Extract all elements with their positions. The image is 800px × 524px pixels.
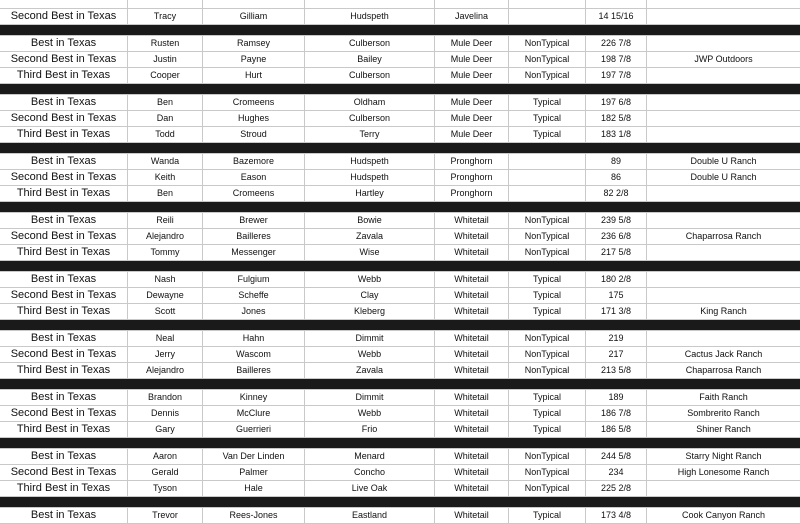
cell-award: Third Best in Texas: [0, 186, 128, 201]
cell-species: Pronghorn: [435, 186, 509, 201]
cell-score: 244 5/8: [586, 449, 647, 464]
cell-category: NonTypical: [509, 449, 586, 464]
group-separator: [0, 143, 800, 154]
cell-species: Whitetail: [435, 363, 509, 378]
cell-county: Culberson: [305, 68, 435, 83]
cell-first-name: Ben: [128, 186, 203, 201]
cell-species: Mule Deer: [435, 95, 509, 110]
table-row: [0, 272, 800, 288]
cell-ranch: [647, 331, 800, 346]
table-row: [0, 481, 800, 497]
cell-award: Second Best in Texas: [0, 52, 128, 67]
cell-species: Whitetail: [435, 465, 509, 480]
cell-category: NonTypical: [509, 465, 586, 480]
cell-award: Best in Texas: [0, 390, 128, 405]
cell-award: Second Best in Texas: [0, 111, 128, 126]
cell-category: Typical: [509, 288, 586, 303]
cell-county: Concho: [305, 465, 435, 480]
cell-category: NonTypical: [509, 213, 586, 228]
cell-score: 82 2/8: [586, 186, 647, 201]
group-separator: [0, 438, 800, 449]
cell-county: Terry: [305, 127, 435, 142]
group-separator: [0, 261, 800, 272]
cell-last-name: Brewer: [203, 213, 305, 228]
cell-score: 217 5/8: [586, 245, 647, 260]
cell-species: Javelina: [435, 9, 509, 24]
cell-ranch: [647, 127, 800, 142]
table-row: [0, 186, 800, 202]
cell-ranch: Faith Ranch: [699, 392, 748, 402]
cell-award: Best in Texas: [0, 449, 128, 464]
cell-award: Second Best in Texas: [0, 406, 128, 421]
cell-score: 89: [586, 154, 647, 169]
cell-county: Eastland: [305, 508, 435, 523]
cell-first-name: Nash: [128, 272, 203, 287]
cell-award: Best in Texas: [0, 272, 128, 287]
cell-first-name: Dennis: [128, 406, 203, 421]
cell-species: Whitetail: [435, 390, 509, 405]
cell-category: Typical: [509, 406, 586, 421]
table-row: [0, 422, 800, 438]
cell-category: Typical: [509, 304, 586, 319]
cell-first-name: Cooper: [128, 68, 203, 83]
cell-award: Best in Texas: [0, 95, 128, 110]
cell-county: Webb: [305, 347, 435, 362]
cell-ranch: [647, 36, 800, 51]
cell-score: 213 5/8: [586, 363, 647, 378]
cell-first-name: Brandon: [128, 390, 203, 405]
cell-award: Best in Texas: [0, 36, 128, 51]
cell-category: [509, 154, 586, 169]
cell-award: Third Best in Texas: [0, 304, 128, 319]
cell-last-name: Cromeens: [203, 95, 305, 110]
table-row: [0, 52, 800, 68]
cell-ranch: [647, 9, 800, 24]
cell-first-name: Reili: [128, 213, 203, 228]
cell-county: Hudspeth: [305, 170, 435, 185]
cell-award: Third Best in Texas: [0, 245, 128, 260]
cell-category: Typical: [509, 508, 586, 523]
cell-score: 183 1/8: [586, 127, 647, 142]
table-row: [0, 229, 800, 245]
cell-county: Wise: [305, 245, 435, 260]
cell-first-name: Gary: [128, 422, 203, 437]
cell-last-name: Palmer: [203, 465, 305, 480]
group-separator: [0, 379, 800, 390]
cell-ranch: JWP Outdoors: [694, 54, 753, 64]
cell-county: Kleberg: [305, 304, 435, 319]
cell-last-name: Van Der Linden: [203, 449, 305, 464]
cell-last-name: Bazemore: [203, 154, 305, 169]
cell-ranch: Chaparrosa Ranch: [685, 365, 762, 375]
cell-award: Second Best in Texas: [0, 347, 128, 362]
cell-county: Bowie: [305, 213, 435, 228]
cell-last-name: Messenger: [203, 245, 305, 260]
table-row: [0, 288, 800, 304]
cell-county: Zavala: [305, 229, 435, 244]
cell-category: NonTypical: [509, 68, 586, 83]
cell-first-name: Tommy: [128, 245, 203, 260]
table-row: [0, 127, 800, 143]
cell-award: Second Best in Texas: [0, 288, 128, 303]
cell-county: Clay: [305, 288, 435, 303]
cell-first-name: Scott: [128, 304, 203, 319]
cell-species: Mule Deer: [435, 36, 509, 51]
cell-category: Typical: [509, 95, 586, 110]
cell-score: 197 6/8: [586, 95, 647, 110]
cell-species: Pronghorn: [435, 154, 509, 169]
cell-last-name: McClure: [203, 406, 305, 421]
cell-species: Whitetail: [435, 508, 509, 523]
cell-ranch: [647, 213, 800, 228]
cell-species: Whitetail: [435, 331, 509, 346]
cell-last-name: Ramsey: [203, 36, 305, 51]
cell-species: Whitetail: [435, 347, 509, 362]
cell-award: Best in Texas: [0, 154, 128, 169]
cell-category: [509, 0, 586, 8]
cell-category: NonTypical: [509, 245, 586, 260]
cell-county: [305, 0, 435, 8]
cell-county: Webb: [305, 406, 435, 421]
table-row: [0, 390, 800, 406]
cell-last-name: Payne: [203, 52, 305, 67]
cell-score: 186 7/8: [586, 406, 647, 421]
cell-ranch: [647, 245, 800, 260]
cell-county: Culberson: [305, 111, 435, 126]
cell-county: Zavala: [305, 363, 435, 378]
cell-last-name: Hahn: [203, 331, 305, 346]
cell-last-name: Eason: [203, 170, 305, 185]
cell-ranch: High Lonesome Ranch: [677, 467, 770, 477]
cell-award: Third Best in Texas: [0, 127, 128, 142]
cell-score: 226 7/8: [586, 36, 647, 51]
cell-last-name: Gilliam: [203, 9, 305, 24]
cell-species: Mule Deer: [435, 68, 509, 83]
table-row: [0, 347, 800, 363]
cell-award: Second Best in Texas: [0, 9, 128, 24]
cell-last-name: Fulgium: [203, 272, 305, 287]
cell-species: [435, 0, 509, 8]
cell-score: [586, 0, 647, 8]
cell-species: Whitetail: [435, 288, 509, 303]
cell-score: 225 2/8: [586, 481, 647, 496]
table-row: [0, 406, 800, 422]
cell-award: Best in Texas: [0, 508, 128, 523]
group-separator: [0, 84, 800, 95]
cell-category: NonTypical: [509, 331, 586, 346]
cell-species: Whitetail: [435, 422, 509, 437]
cell-award: Best in Texas: [0, 213, 128, 228]
cell-score: 171 3/8: [586, 304, 647, 319]
cell-species: Whitetail: [435, 449, 509, 464]
cell-category: NonTypical: [509, 347, 586, 362]
cell-first-name: Justin: [128, 52, 203, 67]
cell-last-name: Jones: [203, 304, 305, 319]
cell-last-name: Kinney: [203, 390, 305, 405]
cell-ranch: [647, 186, 800, 201]
cell-county: Dimmit: [305, 331, 435, 346]
cell-first-name: Dan: [128, 111, 203, 126]
cell-species: Whitetail: [435, 406, 509, 421]
cell-ranch: [647, 111, 800, 126]
table-row: [0, 0, 800, 9]
cell-last-name: Wascom: [203, 347, 305, 362]
cell-last-name: Hughes: [203, 111, 305, 126]
cell-score: 86: [586, 170, 647, 185]
cell-species: Whitetail: [435, 481, 509, 496]
cell-last-name: [203, 0, 305, 8]
cell-award: Third Best in Texas: [0, 68, 128, 83]
group-separator: [0, 202, 800, 213]
cell-category: NonTypical: [509, 36, 586, 51]
cell-ranch: King Ranch: [700, 306, 747, 316]
table-row: [0, 36, 800, 52]
cell-first-name: Jerry: [128, 347, 203, 362]
cell-category: Typical: [509, 272, 586, 287]
cell-award: Second Best in Texas: [0, 229, 128, 244]
cell-ranch: Chaparrosa Ranch: [685, 231, 762, 241]
cell-award: Second Best in Texas: [0, 170, 128, 185]
cell-county: Culberson: [305, 36, 435, 51]
table-row: [0, 111, 800, 127]
cell-species: Whitetail: [435, 272, 509, 287]
cell-score: 14 15/16: [586, 9, 647, 24]
cell-score: 198 7/8: [586, 52, 647, 67]
cell-category: NonTypical: [509, 481, 586, 496]
cell-category: NonTypical: [509, 52, 586, 67]
cell-county: Menard: [305, 449, 435, 464]
cell-first-name: Aaron: [128, 449, 203, 464]
table-row: [0, 508, 800, 524]
cell-first-name: Dewayne: [128, 288, 203, 303]
cell-ranch: Double U Ranch: [690, 172, 757, 182]
cell-score: 219: [586, 331, 647, 346]
cell-ranch: [647, 481, 800, 496]
cell-award: Best in Texas: [0, 331, 128, 346]
cell-ranch: Cactus Jack Ranch: [684, 349, 763, 359]
cell-county: Dimmit: [305, 390, 435, 405]
cell-last-name: Stroud: [203, 127, 305, 142]
cell-first-name: Alejandro: [128, 229, 203, 244]
table-row: [0, 170, 800, 186]
cell-award: Third Best in Texas: [0, 363, 128, 378]
cell-category: Typical: [509, 422, 586, 437]
cell-county: Bailey: [305, 52, 435, 67]
table-row: [0, 95, 800, 111]
cell-score: 175: [586, 288, 647, 303]
cell-county: Webb: [305, 272, 435, 287]
cell-last-name: Rees-Jones: [203, 508, 305, 523]
cell-first-name: Ben: [128, 95, 203, 110]
cell-ranch: [647, 0, 800, 8]
cell-last-name: Hale: [203, 481, 305, 496]
cell-species: Pronghorn: [435, 170, 509, 185]
cell-score: 239 5/8: [586, 213, 647, 228]
cell-county: Live Oak: [305, 481, 435, 496]
cell-species: Mule Deer: [435, 52, 509, 67]
cell-score: 217: [586, 347, 647, 362]
cell-ranch: Double U Ranch: [690, 156, 757, 166]
cell-first-name: Gerald: [128, 465, 203, 480]
table-row: [0, 465, 800, 481]
cell-score: 180 2/8: [586, 272, 647, 287]
group-separator: [0, 25, 800, 36]
cell-award: Third Best in Texas: [0, 422, 128, 437]
cell-first-name: Trevor: [128, 508, 203, 523]
cell-first-name: Alejandro: [128, 363, 203, 378]
cell-species: Whitetail: [435, 304, 509, 319]
cell-award: [0, 0, 128, 8]
cell-ranch: [647, 68, 800, 83]
table-row: [0, 331, 800, 347]
cell-first-name: [128, 0, 203, 8]
table-row: [0, 9, 800, 25]
cell-score: 182 5/8: [586, 111, 647, 126]
cell-ranch: Sombrerito Ranch: [687, 408, 760, 418]
table-row: [0, 363, 800, 379]
cell-first-name: Neal: [128, 331, 203, 346]
cell-category: NonTypical: [509, 229, 586, 244]
cell-species: Whitetail: [435, 213, 509, 228]
cell-county: Hudspeth: [305, 154, 435, 169]
cell-first-name: Rusten: [128, 36, 203, 51]
cell-species: Mule Deer: [435, 127, 509, 142]
cell-category: Typical: [509, 127, 586, 142]
table-row: [0, 213, 800, 229]
cell-county: Hudspeth: [305, 9, 435, 24]
cell-ranch: Cook Canyon Ranch: [681, 510, 766, 520]
cell-first-name: Todd: [128, 127, 203, 142]
cell-award: Third Best in Texas: [0, 481, 128, 496]
cell-last-name: Hurt: [203, 68, 305, 83]
cell-species: Mule Deer: [435, 111, 509, 126]
table-row: [0, 245, 800, 261]
cell-county: Hartley: [305, 186, 435, 201]
cell-score: 186 5/8: [586, 422, 647, 437]
cell-last-name: Guerrieri: [203, 422, 305, 437]
table-row: [0, 68, 800, 84]
cell-score: 173 4/8: [586, 508, 647, 523]
cell-ranch: [647, 288, 800, 303]
table-row: [0, 449, 800, 465]
cell-first-name: Wanda: [128, 154, 203, 169]
table-row: [0, 154, 800, 170]
cell-ranch: Starry Night Ranch: [685, 451, 762, 461]
group-separator: [0, 320, 800, 331]
cell-ranch: [647, 272, 800, 287]
cell-category: NonTypical: [509, 363, 586, 378]
cell-county: Oldham: [305, 95, 435, 110]
cell-category: [509, 170, 586, 185]
cell-category: [509, 186, 586, 201]
group-separator: [0, 497, 800, 508]
cell-score: 189: [586, 390, 647, 405]
cell-last-name: Bailleres: [203, 363, 305, 378]
cell-score: 234: [586, 465, 647, 480]
cell-last-name: Bailleres: [203, 229, 305, 244]
cell-ranch: Shiner Ranch: [696, 424, 751, 434]
cell-species: Whitetail: [435, 229, 509, 244]
cell-category: Typical: [509, 111, 586, 126]
cell-last-name: Cromeens: [203, 186, 305, 201]
cell-category: [509, 9, 586, 24]
cell-first-name: Keith: [128, 170, 203, 185]
cell-species: Whitetail: [435, 245, 509, 260]
cell-last-name: Scheffe: [203, 288, 305, 303]
cell-ranch: [647, 95, 800, 110]
cell-score: 197 7/8: [586, 68, 647, 83]
cell-score: 236 6/8: [586, 229, 647, 244]
cell-award: Second Best in Texas: [0, 465, 128, 480]
cell-first-name: Tyson: [128, 481, 203, 496]
table-row: [0, 304, 800, 320]
cell-county: Frio: [305, 422, 435, 437]
cell-category: Typical: [509, 390, 586, 405]
cell-first-name: Tracy: [128, 9, 203, 24]
